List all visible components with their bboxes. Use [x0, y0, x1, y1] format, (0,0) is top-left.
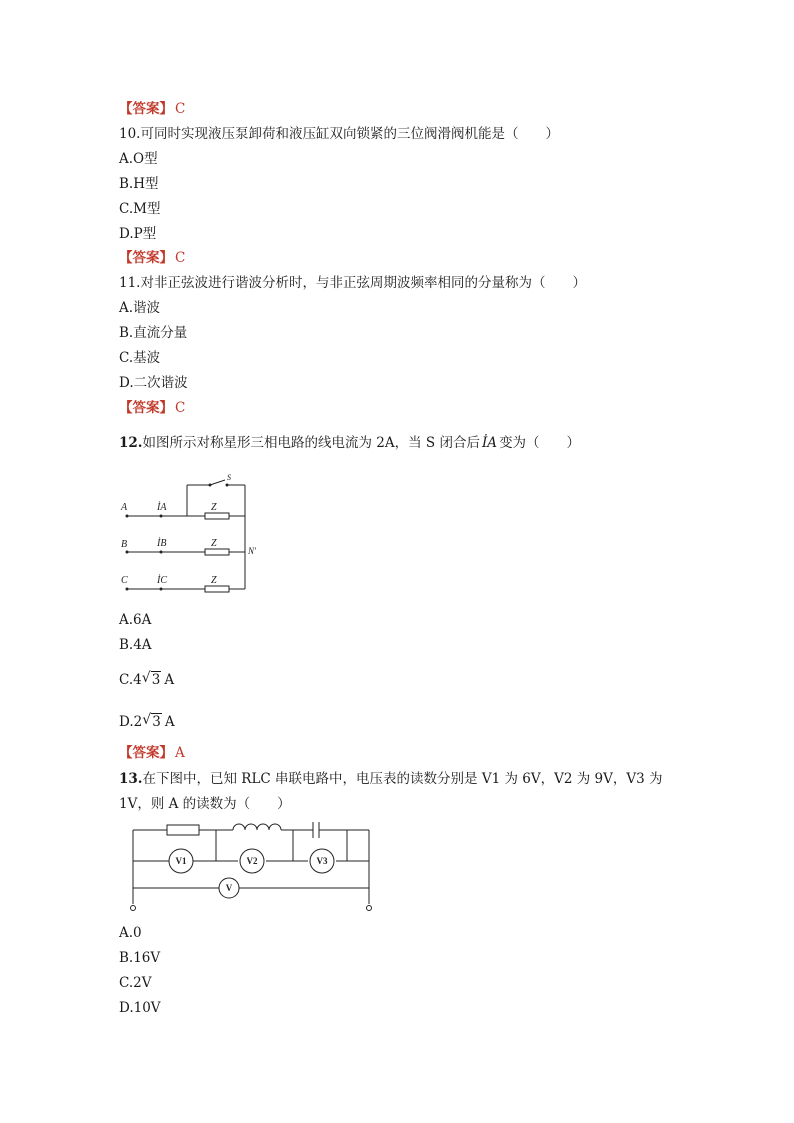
meter-v1-label: V1 [175, 856, 187, 866]
q10-option-d: D.P型 [119, 226, 157, 242]
answer-value: A [175, 745, 185, 761]
radical-sign-icon: √ [142, 712, 152, 728]
answer-tag: 【答案】 [119, 250, 173, 266]
answer-tag: 【答案】 [119, 400, 173, 416]
meter-v3-label: V3 [316, 856, 328, 866]
current-c-label: İC [157, 575, 167, 586]
three-phase-circuit-diagram [115, 468, 275, 596]
q12-stem-text: 如图所示对称星形三相电路的线电流为 2A，当 S 闭合后 [142, 435, 480, 451]
q13-option-a: A.0 [119, 925, 142, 941]
radicand: 3 [151, 672, 161, 688]
q10-option-b: B.H型 [119, 176, 159, 192]
q13-option-b: B.16V [119, 950, 161, 966]
current-b-label: İB [157, 538, 167, 549]
answer-tag: 【答案】 [119, 101, 173, 117]
q11-option-b: B.直流分量 [119, 325, 188, 341]
meter-v2-label: V2 [246, 856, 258, 866]
q12-stem-end: 变为（ ） [499, 435, 581, 451]
option-coef: 2 [133, 714, 143, 730]
q12-option-a: A.6A [119, 612, 152, 628]
terminal-right [367, 906, 372, 911]
q12-answer [119, 744, 185, 762]
q10-option-a: A.O型 [119, 151, 158, 167]
impedance-a-label: Z [211, 502, 217, 513]
q13-stem-text: 在下图中，已知 RLC 串联电路中，电压表的读数分别是 V1 为 6V，V2 为 9V，V3 为 [142, 771, 663, 787]
q10-answer [119, 249, 185, 267]
node-a-label: A [121, 502, 128, 513]
q12-option-d [119, 713, 175, 731]
q11-option-d: D.二次谐波 [119, 375, 188, 391]
option-label: D. [119, 714, 134, 730]
node-c-label: C [121, 575, 128, 586]
q12-option-b: B.4A [119, 637, 152, 653]
q10-stem: 10.可同时实现液压泵卸荷和液压缸双向锁紧的三位阀滑阀机能是（ ） [119, 126, 559, 142]
radical-sign-icon: √ [141, 670, 151, 686]
question-number: 13. [119, 771, 143, 787]
option-unit: A [164, 672, 175, 688]
q12-option-c [119, 671, 174, 689]
q11-answer [119, 399, 185, 417]
option-coef: 4 [133, 672, 142, 688]
answer-value: C [175, 101, 186, 117]
q9-answer [119, 100, 185, 118]
sqrt-expression [142, 713, 162, 731]
option-label: C. [119, 672, 134, 688]
impedance-c [205, 586, 229, 592]
impedance-c-label: Z [211, 575, 217, 586]
switch-blade [210, 480, 225, 485]
q13-stem-line2: 1V，则 A 的读数为（ ） [119, 796, 291, 812]
switch-label: S [227, 473, 231, 482]
current-a-label: İA [157, 502, 167, 513]
inductor [233, 824, 281, 830]
option-unit: A [164, 714, 175, 730]
current-symbol: İA [481, 435, 498, 451]
radicand: 3 [152, 714, 161, 730]
q10-option-c: C.M型 [119, 201, 161, 217]
resistor [167, 825, 199, 835]
sqrt-expression [142, 671, 162, 689]
q13-option-c: C.2V [119, 975, 152, 991]
node-b-label: B [121, 539, 128, 550]
q11-stem: 11.对非正弦波进行谐波分析时，与非正弦周期波频率相同的分量称为（ ） [119, 275, 586, 291]
question-number: 12. [119, 435, 143, 451]
answer-value: C [175, 400, 186, 416]
answer-value: C [175, 250, 186, 266]
q12-stem [119, 434, 580, 452]
neutral-label: N' [248, 546, 256, 556]
q11-option-a: A.谐波 [119, 300, 161, 316]
impedance-b [205, 549, 229, 555]
meter-v-label: V [225, 883, 233, 893]
impedance-b-label: Z [211, 538, 217, 549]
answer-tag: 【答案】 [119, 745, 173, 761]
terminal-left [131, 906, 136, 911]
rlc-circuit-diagram [125, 818, 380, 916]
q13-option-d: D.10V [119, 1000, 161, 1016]
q13-stem-line1 [119, 770, 662, 788]
impedance-a [205, 513, 229, 519]
q11-option-c: C.基波 [119, 350, 161, 366]
